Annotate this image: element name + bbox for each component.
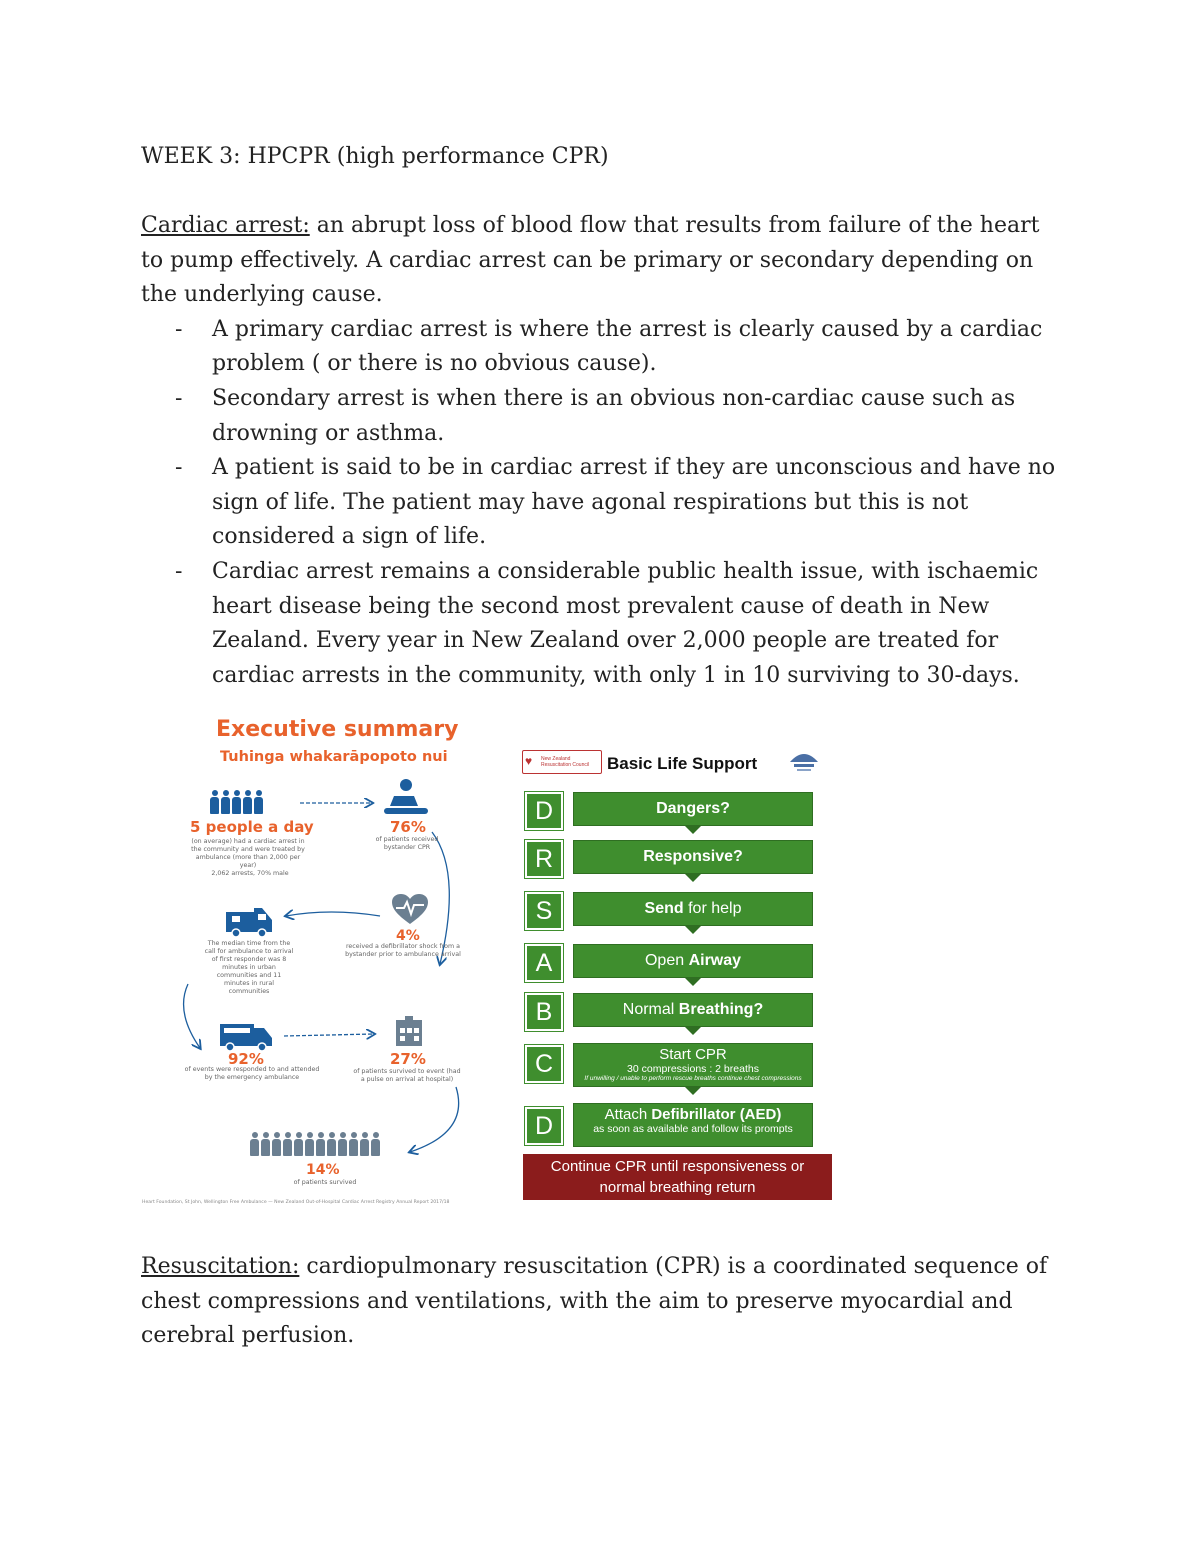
person-icon: [327, 1132, 336, 1156]
resuscitation-section: [141, 1250, 1061, 1354]
cardiac-arrest-definition-text: an abrupt loss of blood flow that results from failure of the heart to pump effectively. A cardiac arrest can be primary or secondary depending on the underlying cause.: [141, 213, 1040, 308]
person-icon: [254, 790, 263, 814]
person-icon: [305, 1132, 314, 1156]
bullet-dash: -: [175, 316, 183, 342]
step-letter-r: R: [525, 840, 563, 878]
person-icon: [243, 790, 252, 814]
person-icon: [250, 1132, 259, 1156]
emergency-ambulance-icon: [220, 1022, 272, 1052]
cardiac-arrest-definition: [141, 209, 1061, 313]
fine-print-people: (on average) had a cardiac arrest in the community and were treated by ambulance (more than 2,000 per year): [191, 838, 305, 869]
person-icon: [272, 1132, 281, 1156]
bullet-dash: -: [175, 385, 183, 411]
person-icon: [316, 1132, 325, 1156]
step-dangers: [574, 793, 812, 825]
fine-print-bystander: of patients received bystander CPR: [375, 836, 439, 851]
basic-life-support-chart: [518, 740, 832, 1202]
list-item: [141, 382, 1061, 451]
step-letter-d: D: [525, 792, 563, 830]
step-label-rest: for help: [683, 900, 742, 917]
stat-hospital: 92%: [228, 1050, 264, 1068]
survivors-icon-row: [250, 1132, 380, 1156]
exec-summary-subtitle: Tuhinga whakarāpopoto nui: [220, 749, 448, 765]
step-label-rest: Normal: [622, 1001, 679, 1018]
fine-print-hospital: of events were responded to and attended by the emergency ambulance: [184, 1066, 320, 1081]
person-icon: [232, 790, 241, 814]
exec-summary-title: Executive summary: [216, 717, 459, 742]
person-icon: [360, 1132, 369, 1156]
hospital-icon: [394, 1016, 424, 1046]
step-label: Dangers?: [656, 800, 730, 817]
person-icon: [221, 790, 230, 814]
fine-print-ambulance: received a defibrillator shock from a bystander prior to ambulance arrival: [345, 943, 461, 958]
heart-logo-icon: ♥: [525, 754, 533, 768]
step-letter-c: C: [525, 1045, 563, 1083]
stat-survival: 14%: [306, 1162, 340, 1178]
continue-line-2: normal breathing return: [599, 1179, 756, 1196]
bullet-text: Cardiac arrest remains a considerable public health issue, with ischaemic heart disease being the second most prevalent cause of death in New Zealand. Every year in New Zealand over 2,000 people are treated for cardiac arrests in the community, with only 1 in 10 surviving to 30-days.: [212, 558, 1039, 688]
continue-cpr-banner: [523, 1154, 832, 1200]
emblem-icon: [788, 746, 820, 776]
list-item: [141, 555, 1061, 693]
fine-print-response: The median time from the call for ambulance to arrival of first responder was 8 minutes in urban communities and 11 minutes in rural communities: [204, 940, 294, 995]
fine-print-survival: of patients survived: [293, 1179, 357, 1186]
person-icon: [371, 1132, 380, 1156]
list-item: [141, 451, 1061, 555]
person-icon: [294, 1132, 303, 1156]
stat-ambulance-arrival: 4%: [396, 928, 420, 944]
infographic-footnote: Heart Foundation, St John, Wellington Free Ambulance — New Zealand Out-of-Hospital Cardiac Arrest Registry Annual Report 2017/18: [142, 1200, 450, 1205]
page-title: WEEK 3: HPCPR (high performance CPR): [141, 144, 609, 169]
step-send-for-help: [574, 893, 812, 925]
people-icon-row: [210, 790, 263, 814]
person-icon: [261, 1132, 270, 1156]
list-item: [141, 313, 1061, 382]
resuscitation-council-logo: [522, 750, 602, 774]
step-normal-breathing: [574, 994, 812, 1026]
step-label-bold: Send: [644, 900, 684, 917]
heart-monitor-icon: [392, 894, 428, 926]
cardiac-arrest-bullet-list: [141, 313, 1061, 694]
step-label-bold: Defibrillator (AED): [651, 1106, 782, 1123]
step-label-rest: Open: [644, 952, 689, 969]
step-label: Start CPR: [659, 1046, 727, 1063]
step-label-bold: Breathing?: [678, 1001, 764, 1018]
logo-text: New Zealand Resuscitation Council: [541, 756, 590, 768]
resuscitation-term: Resuscitation:: [141, 1254, 300, 1279]
step-start-cpr: [574, 1044, 812, 1086]
step-responsive: [574, 841, 812, 873]
fine-print-discharge: of patients survived to event (had a pulse on arrival at hospital): [353, 1068, 461, 1083]
stat-discharge: 27%: [390, 1050, 426, 1068]
stat-people-per-day: 5 people a day: [190, 818, 314, 836]
step-detail: as soon as available and follow its prompts: [593, 1123, 793, 1135]
bullet-text: A patient is said to be in cardiac arrest if they are unconscious and have no sign of life. The patient may have agonal respirations but this is not considered a sign of life.: [212, 455, 1056, 550]
fine-print-people-extra: 2,062 arrests, 70% male: [211, 870, 289, 877]
person-icon: [349, 1132, 358, 1156]
bullet-dash: -: [175, 558, 183, 584]
stat-bystander-cpr: 76%: [390, 818, 426, 836]
step-letter-s: S: [525, 892, 563, 930]
cardiac-arrest-term: Cardiac arrest:: [141, 213, 310, 238]
step-letter-d-aed: D: [525, 1107, 563, 1145]
executive-summary-infographic: [140, 712, 510, 1212]
step-detail: 30 compressions : 2 breaths: [627, 1063, 759, 1075]
cardiac-arrest-section: [141, 209, 1061, 693]
person-icon: [338, 1132, 347, 1156]
bullet-dash: -: [175, 455, 183, 481]
step-attach-defibrillator: [574, 1104, 812, 1146]
cpr-person-icon: [384, 778, 428, 816]
step-letter-a: A: [525, 944, 563, 982]
step-open-airway: [574, 945, 812, 977]
person-icon: [210, 790, 219, 814]
bullet-text: Secondary arrest is when there is an obvious non-cardiac cause such as drowning or asthma.: [212, 385, 1016, 446]
bullet-text: A primary cardiac arrest is where the arrest is clearly caused by a cardiac problem ( or there is no obvious cause).: [212, 316, 1043, 377]
continue-line-1: Continue CPR until responsiveness or: [550, 1158, 805, 1175]
bls-title: Basic Life Support: [607, 754, 758, 773]
step-note: If unwilling / unable to perform rescue breaths continue chest compressions: [584, 1075, 802, 1082]
ambulance-icon: [224, 906, 274, 938]
step-label: Responsive?: [643, 848, 743, 865]
step-label-rest: Attach: [604, 1106, 652, 1123]
resuscitation-definition-text: cardiopulmonary resuscitation (CPR) is a coordinated sequence of chest compressions and ventilations, with the aim to preserve myocardial and cerebral perfusion.: [141, 1254, 1048, 1349]
step-label-bold: Airway: [688, 952, 742, 969]
step-letter-b: B: [525, 993, 563, 1031]
person-icon: [283, 1132, 292, 1156]
